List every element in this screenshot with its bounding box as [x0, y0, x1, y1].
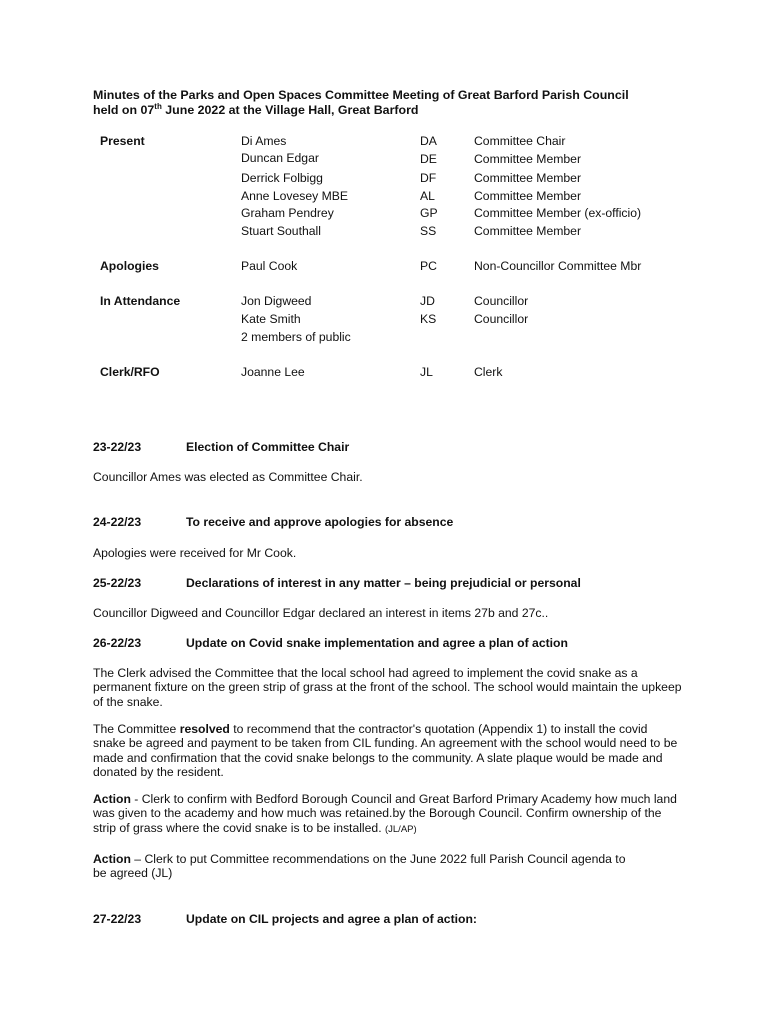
- item-paragraph: The Clerk advised the Committee that the local school had agreed to implement the covid snake as a permanent fixture on the green strip of grass at the front of the school. The school would maintain the upkeep of the snake.: [93, 666, 682, 709]
- clerk-name: Joanne Lee: [241, 365, 305, 379]
- attendance-name: 2 members of public: [241, 330, 351, 344]
- attendance-initials: KS: [420, 312, 437, 326]
- attendee-role: Committee Chair: [474, 134, 566, 148]
- action-paragraph: Action – Clerk to put Committee recommendations on the June 2022 full Parish Council agenda to be agreed (JL): [93, 852, 626, 881]
- document-title: [93, 88, 629, 118]
- attendee-initials: DE: [420, 152, 437, 166]
- attendee-name: Derrick Folbigg: [241, 171, 323, 185]
- apology-name: Paul Cook: [241, 259, 298, 273]
- attendee-role: Committee Member: [474, 171, 582, 185]
- item-heading: Declarations of interest in any matter – being prejudicial or personal: [186, 576, 581, 590]
- item-number: 24-22/23: [93, 515, 142, 529]
- item-number: 25-22/23: [93, 576, 142, 590]
- attendee-name: Stuart Southall: [241, 224, 321, 238]
- item-heading: Update on CIL projects and agree a plan of action:: [186, 912, 477, 926]
- clerk-label: Clerk/RFO: [100, 365, 160, 379]
- apology-initials: PC: [420, 259, 437, 273]
- attendance-role: Councillor: [474, 312, 529, 326]
- attendee-initials: AL: [420, 189, 435, 203]
- attendee-initials: SS: [420, 224, 437, 238]
- item-text: Apologies were received for Mr Cook.: [93, 546, 297, 560]
- attendee-role: Committee Member: [474, 189, 582, 203]
- item-text: Councillor Digweed and Councillor Edgar declared an interest in items 27b and 27c..: [93, 606, 549, 620]
- title-line-1: Minutes of the Parks and Open Spaces Committee Meeting of Great Barford Parish Council: [93, 88, 629, 102]
- title-line-2: held on 07th June 2022 at the Village Hall, Great Barford: [93, 102, 419, 117]
- attendance-role: Councillor: [474, 294, 529, 308]
- attendee-name: Anne Lovesey MBE: [241, 189, 349, 203]
- attendance-initials: JD: [420, 294, 435, 308]
- attendee-role: Committee Member: [474, 224, 582, 238]
- clerk-role: Clerk: [474, 365, 503, 379]
- item-heading: Election of Committee Chair: [186, 440, 350, 454]
- attendee-initials: GP: [420, 206, 438, 220]
- attendee-name: Di Ames: [241, 134, 287, 148]
- resolution-paragraph: The Committee resolved to recommend that the contractor's quotation (Appendix 1) to install the covid snake be agreed and payment to be taken from CIL funding. An agreement with the school would need to be made and confirmation that the covid snake belongs to the community. A slate plaque would be made and donated by the resident.: [93, 722, 678, 780]
- attendee-name: Graham Pendrey: [241, 206, 334, 220]
- present-label: Present: [100, 134, 145, 148]
- item-text: Councillor Ames was elected as Committee Chair.: [93, 470, 363, 484]
- item-number: 26-22/23: [93, 636, 142, 650]
- attendee-name: Duncan Edgar: [241, 151, 319, 165]
- attendance-name: Kate Smith: [241, 312, 301, 326]
- clerk-initials: JL: [420, 365, 433, 379]
- item-heading: To receive and approve apologies for absence: [186, 515, 454, 529]
- apologies-label: Apologies: [100, 259, 159, 273]
- attendee-initials: DF: [420, 171, 437, 185]
- action-paragraph: Action - Clerk to confirm with Bedford Borough Council and Great Barford Primary Academy how much land was given to the academy and how much was retained.by the Borough Council. Confirm ownership of the strip of grass where the covid snake is to be installed. (JL/AP): [93, 792, 677, 835]
- attendance-name: Jon Digweed: [241, 294, 312, 308]
- item-number: 27-22/23: [93, 912, 142, 926]
- attendee-role: Committee Member: [474, 152, 582, 166]
- apology-role: Non-Councillor Committee Mbr: [474, 259, 642, 273]
- in-attendance-label: In Attendance: [100, 294, 181, 308]
- attendee-initials: DA: [420, 134, 437, 148]
- attendee-role: Committee Member (ex-officio): [474, 206, 642, 220]
- item-number: 23-22/23: [93, 440, 142, 454]
- item-heading: Update on Covid snake implementation and agree a plan of action: [186, 636, 568, 650]
